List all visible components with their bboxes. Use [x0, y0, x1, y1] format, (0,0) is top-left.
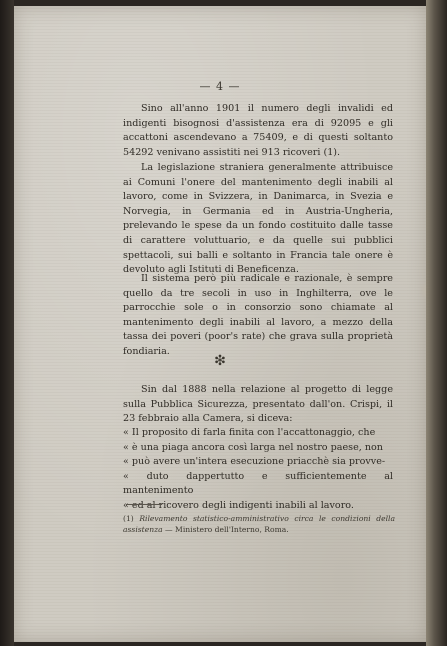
paragraph-3-text: Il sistema però più radicale e razionale, è sempre quello da tre secoli in uso in Inghilterra, ove le parrocchie sole o in consorzio sono chiamate al mantenimento degli inabili al lavoro, a mezzo della tassa dei poveri (poor's rate) che grava sulla proprietà fondiaria. — [123, 273, 393, 357]
footnote-title: Rilevamento statistico-amministrativo circa le condizioni della assistenza — [123, 514, 396, 534]
paragraph-1 — [123, 102, 393, 160]
book-page — [14, 6, 426, 642]
quotation — [123, 426, 393, 514]
paragraph-1-text: Sino all'anno 1901 il numero degli invalidi ed indigenti bisognosi d'assistenza era di 92095 e gli accattoni ascendevano a 75409, e di questi soltanto 54292 venivano assistiti nei 913 ricoveri (1). — [123, 103, 393, 158]
section-separator: ❇ — [214, 353, 226, 369]
right-page-edge — [426, 0, 447, 646]
quote-line: « può avere un'intera esecuzione priacchè sia provve- — [123, 456, 386, 468]
paragraph-4-text: Sin dal 1888 nella relazione al progetto di legge sulla Pubblica Sicurezza, presentato dall'on. Crispi, il 23 febbraio alla Camera, si diceva: — [123, 384, 393, 425]
paragraph-3 — [123, 272, 393, 360]
footnote-rule — [126, 504, 162, 505]
quote-line: « Il proposito di farla finita con l'accattonaggio, che — [123, 427, 376, 438]
footnote-source: — Ministero dell'Interno, Roma. — [162, 525, 289, 534]
paragraph-4 — [123, 383, 393, 427]
footnote-marker: (1) — [123, 514, 134, 523]
paragraph-2-text: La legislazione straniera generalmente attribuisce ai Comuni l'onere del mantenimento degli inabili al lavoro, come in Svizzera, in Danimarca, in Svezia e Norvegia, in Germania ed in Austria-Ungheria, prelevando le spese da un fondo costituito dalle tasse di carattere voluttuario, e da quelle sui pubblici spettacoli, sui balli e soltanto in Francia tale onere è devoluto agli Istituti di Beneficenza. — [123, 162, 393, 276]
paragraph-2 — [123, 161, 393, 278]
footnote — [123, 513, 395, 535]
left-binding-edge — [0, 0, 14, 646]
quote-line: « ed al ricovero degli indigenti inabili al lavoro. — [123, 499, 354, 511]
page-number: — 4 — — [199, 80, 241, 93]
quote-line: « è una piaga ancora così larga nel nostro paese, non — [123, 441, 383, 453]
quote-line: « duto dappertutto e sufficientemente al mantenimento — [123, 470, 393, 497]
